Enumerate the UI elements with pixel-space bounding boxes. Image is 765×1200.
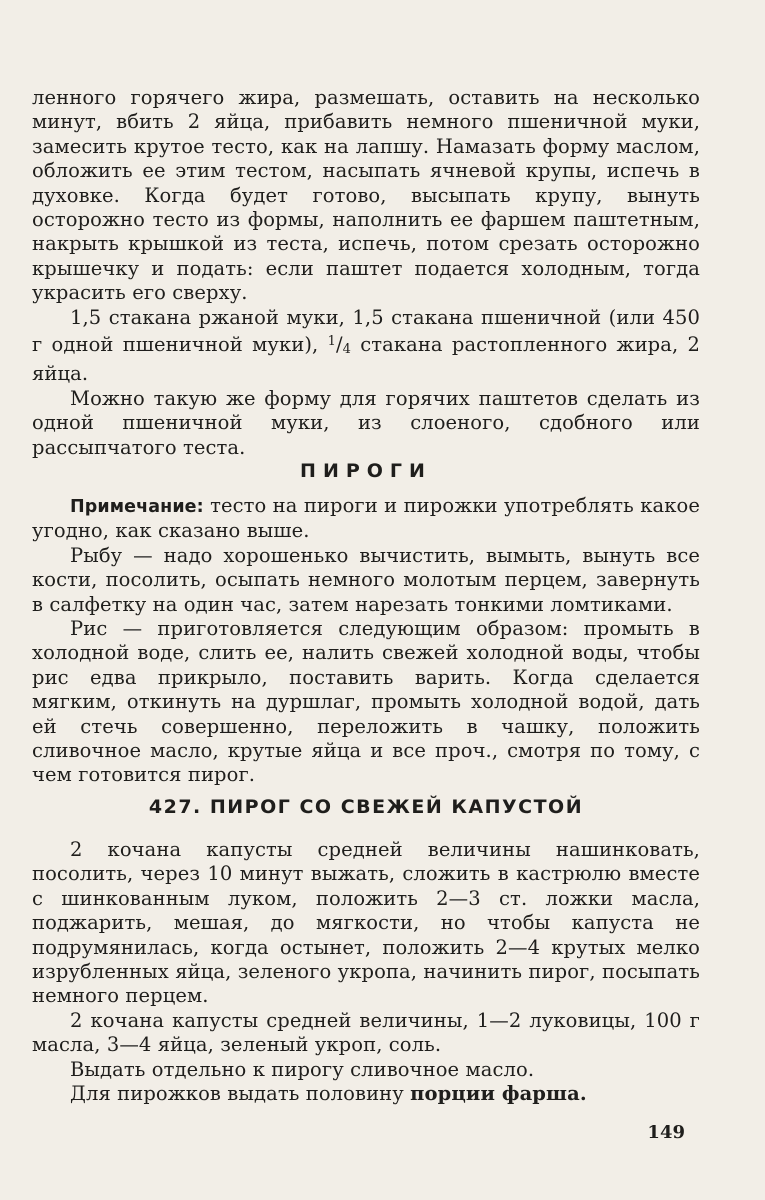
note-text: тесто на пироги и пирожки употреблять какое угодно, как сказано выше. — [32, 494, 700, 543]
paragraph-note — [32, 494, 700, 544]
paragraph-recipe-serving: Выдать отдельно к пирогу сливочное масло. — [70, 1057, 535, 1081]
paragraph-pate-variant: Можно такую же форму для горячих паштетов сделать из одной пшеничной муки, из слоеного, сдобного или рассыпчатого теста. — [32, 386, 700, 459]
recipe-title-427: 427. ПИРОГ СО СВЕЖЕЙ КАПУСТОЙ — [148, 796, 584, 818]
pirozhki-text-bold: порции фарша. — [410, 1082, 587, 1106]
text-block-pirogi — [32, 494, 700, 788]
fraction-denominator: 4 — [342, 342, 351, 358]
paragraph-pate-ingredients: 1,5 стакана ржаной муки, 1,5 стакана пшеничной (или 450 г одной пшеничной муки), $^1$/4 стакана растопленного жира, 2 яйца. — [32, 305, 701, 386]
section-title-pirogi: ПИРОГИ — [300, 460, 432, 482]
paragraph-recipe-ingredients: 2 кочана капусты средней величины, 1—2 луковицы, 100 г масла, 3—4 яйца, зеленый укроп, соль. — [32, 1008, 700, 1057]
ingredients-text-a: 1,5 стакана ржаной муки, 1,5 стакана пшеничной (или 450 г одной пшеничной муки), — [32, 305, 700, 357]
paragraph-fish: Рыбу — надо хорошенько вычистить, вымыть, вынуть все кости, посолить, осыпать немного молотым перцем, завернуть в салфетку на один час, затем нарезать тонкими ломтиками. — [32, 543, 700, 616]
paragraph-rice: Рис — приготовляется следующим образом: промыть в холодной воде, слить ее, налить свежей холодной воды, чтобы рис едва прикрыло, поставить варить. Когда сделается мягким, откинуть на дуршлаг, промыть холодной водой, дать ей стечь совершенно, переложить в чашку, положить сливочное масло, крутые яйца и все проч., смотря по тому, с чем готовится пирог. — [32, 617, 700, 787]
paragraph-recipe-method: 2 кочана капусты средней величины нашинковать, посолить, через 10 минут выжать, сложить в кастрюлю вместе с шинкованным луком, положить 2—3 ст. ложки масла, поджарить, мешая, до мягкости, но чтобы капуста не подрумянилась, когда остынет, положить 2—4 крутых мелко изрубленных яйца, зеленого укропа, начинить пирог, посыпать немного перцем. — [32, 838, 700, 1008]
paragraph-pate-method: ленного горячего жира, размешать, оставить на несколько минут, вбить 2 яйца, прибавить немного пшеничной муки, замесить крутое тесто, как на лапшу. Намазать форму маслом, обложить ее этим тестом, насыпать ячневой крупы, испечь в духовке. Когда будет готово, высыпать крупу, вынуть осторожно тесто из формы, наполнить ее фаршем паштетным, накрыть крышкой из теста, испечь, потом срезать осторожно крышечку и подать: если паштет подается холодным, тогда украсить его сверху. — [32, 86, 700, 305]
note-label: Примечание: — [70, 497, 204, 517]
fraction-numerator: 1 — [327, 334, 336, 350]
text-block-recipe-427 — [32, 838, 700, 1106]
ingredients-text-b: стакана растопленного жира, 2 яйца. — [32, 333, 701, 386]
page-number: 149 — [647, 1122, 685, 1143]
text-block-top — [32, 86, 700, 460]
pirozhki-text: Для пирожков выдать половину — [70, 1082, 411, 1106]
paragraph-recipe-pirozhki — [32, 1082, 700, 1106]
